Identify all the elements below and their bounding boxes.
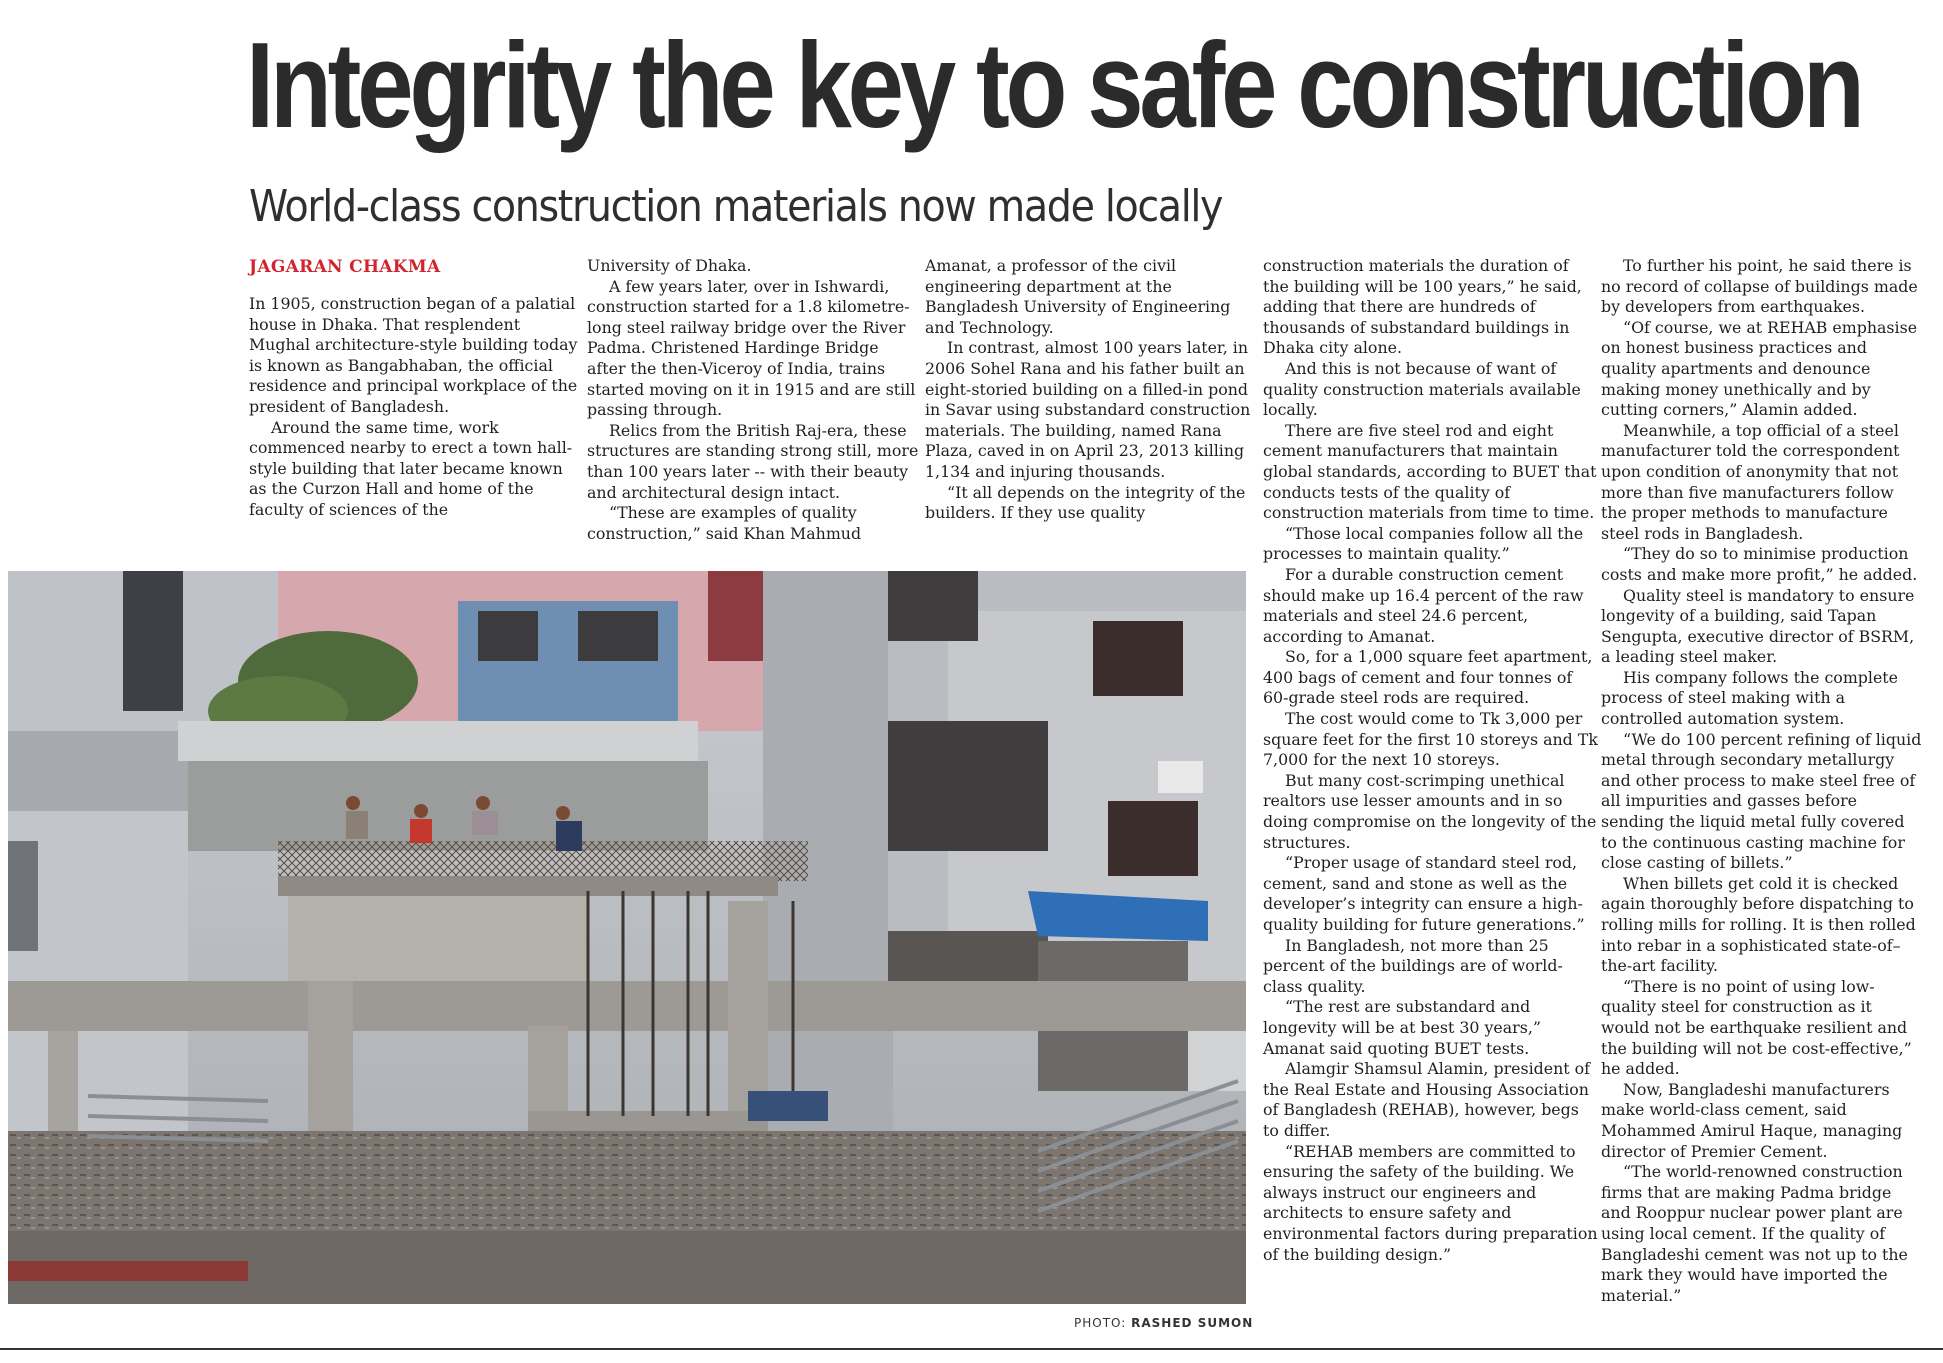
article-paragraph: There are five steel rod and eight cement manufacturers that maintain global standards, according to BUET that conducts tests of the quality of construction materials from time to time. xyxy=(1263,420,1597,523)
article-paragraph: “Those local companies follow all the processes to maintain quality.” xyxy=(1263,523,1584,564)
article-paragraph: “There is no point of using low-quality steel for construction as it would not be earthquake resilient and the building will not be cost-effective,” he added. xyxy=(1601,976,1912,1079)
article-paragraph: “We do 100 percent refining of liquid metal through secondary metallurgy and other process to make steel free of all impurities and gasses before sending the liquid metal fully covered to the continuous casting machine for close casting of billets.” xyxy=(1601,729,1922,873)
article-paragraph: “It all depends on the integrity of the builders. If they use quality xyxy=(925,482,1246,523)
article-paragraph: In Bangladesh, not more than 25 percent of the buildings are of world-class quality. xyxy=(1263,935,1563,996)
article-paragraph: And this is not because of want of quality construction materials available locally. xyxy=(1263,358,1581,420)
article-paragraph: University of Dhaka. xyxy=(587,256,752,275)
article-paragraph: “They do so to minimise production costs and make more profit,” he added. xyxy=(1601,544,1918,584)
subheadline: World-class construction materials now made locally xyxy=(249,181,1223,232)
article-column-5 xyxy=(1601,256,1923,1326)
headline: Integrity the key to safe construction xyxy=(246,17,1861,153)
construction-site-photo xyxy=(8,571,1246,1304)
article-paragraph: construction materials the duration of the building will be 100 years,” he said, adding that there are hundreds of thousands of substandard buildings in Dhaka city alone. xyxy=(1263,256,1582,358)
article-paragraph: The cost would come to Tk 3,000 per square feet for the first 10 storeys and Tk 7,000 for the next 10 storeys. xyxy=(1263,709,1598,770)
article-column-1 xyxy=(249,294,584,546)
article-paragraph: Quality steel is mandatory to ensure longevity of a building, said Tapan Sengupta, executive director of BSRM, a leading steel maker. xyxy=(1601,585,1915,667)
article-paragraph: “Proper usage of standard steel rod, cement, sand and stone as well as the developer’s integrity can ensure a high-quality building for future generations.” xyxy=(1263,853,1585,934)
article-paragraph: But many cost-scrimping unethical realtors use lesser amounts and in so doing compromise on the longevity of the structures. xyxy=(1263,770,1597,852)
article-paragraph: “Of course, we at REHAB emphasise on honest business practices and quality apartments and denounce making money unethically and by cutting corners,” Alamin added. xyxy=(1601,317,1918,420)
article-paragraph: In 1905, construction began of a palatial house in Dhaka. That resplendent Mughal architecture-style building today is known as Bangabhaban, the official residence and principal workplace of the president of Bangladesh. xyxy=(249,294,578,416)
article-paragraph: “The world-renowned construction firms that are making Padma bridge and Rooppur nuclear power plant are using local cement. If the quality of Bangladeshi cement was not up to the mark they would have imported the material.” xyxy=(1601,1162,1908,1305)
article-paragraph: A few years later, over in Ishwardi, construction started for a 1.8 kilometre-long steel railway bridge over the River Padma. Christened Hardinge Bridge after the then-Viceroy of India, trains started moving on it in 1915 and are still passing through. xyxy=(587,276,916,420)
article-paragraph: To further his point, he said there is no record of collapse of buildings made by developers from earthquakes. xyxy=(1601,256,1918,317)
article-paragraph: Now, Bangladeshi manufacturers make world-class cement, said Mohammed Amirul Haque, managing director of Premier Cement. xyxy=(1601,1079,1903,1161)
page-bottom-rule xyxy=(0,1348,1943,1350)
article-column-4 xyxy=(1263,256,1598,1326)
article-paragraph: For a durable construction cement should make up 16.4 percent of the raw materials and steel 24.6 percent, according to Amanat. xyxy=(1263,564,1584,646)
article-paragraph: Relics from the British Raj-era, these structures are standing strong still, more than 100 years later -- with their beauty and architectural design intact. xyxy=(587,420,919,502)
article-paragraph: In contrast, almost 100 years later, in 2006 Sohel Rana and his father built an eight-storied building on a filled-in pond in Savar using substandard construction materials. The building, named Rana Plaza, caved in on April 23, 2013 killing 1,134 and injuring thousands. xyxy=(925,338,1251,481)
article-paragraph: When billets get cold it is checked again thoroughly before dispatching to rolling mills for rolling. It is then rolled into rebar in a sophisticated state-of–the-art facility. xyxy=(1601,873,1916,976)
photo-credit: PHOTO: RASHED SUMON xyxy=(1074,1316,1254,1330)
article-paragraph: “The rest are substandard and longevity will be at best 30 years,” Amanat said quoting BUET tests. xyxy=(1263,997,1541,1058)
article-paragraph: “These are examples of quality construction,” said Khan Mahmud xyxy=(587,503,862,543)
article-column-2 xyxy=(587,256,922,546)
article-column-3 xyxy=(925,256,1260,546)
byline: JAGARAN CHAKMA xyxy=(249,257,441,277)
article-paragraph: Alamgir Shamsul Alamin, president of the Real Estate and Housing Association of Bangladesh (REHAB), however, begs to differ. xyxy=(1263,1059,1591,1140)
article-paragraph: Around the same time, work commenced nearby to erect a town hall-style building that later became known as the Curzon Hall and home of the faculty of sciences of the xyxy=(249,417,573,519)
article-paragraph: “REHAB members are committed to ensuring the safety of the building. We always instruct our engineers and architects to ensure safety and environmental factors during preparation of the building design.” xyxy=(1263,1141,1598,1264)
article-paragraph: So, for a 1,000 square feet apartment, 400 bags of cement and four tonnes of 60-grade steel rods are required. xyxy=(1263,647,1593,708)
article-paragraph: Amanat, a professor of the civil engineering department at the Bangladesh University of Engineering and Technology. xyxy=(925,256,1231,337)
article-paragraph: His company follows the complete process of steel making with a controlled automation system. xyxy=(1601,667,1899,729)
article-paragraph: Meanwhile, a top official of a steel manufacturer told the correspondent upon condition of anonymity that not more than five manufacturers follow the proper methods to manufacture steel rods in Bangladesh. xyxy=(1601,420,1900,543)
